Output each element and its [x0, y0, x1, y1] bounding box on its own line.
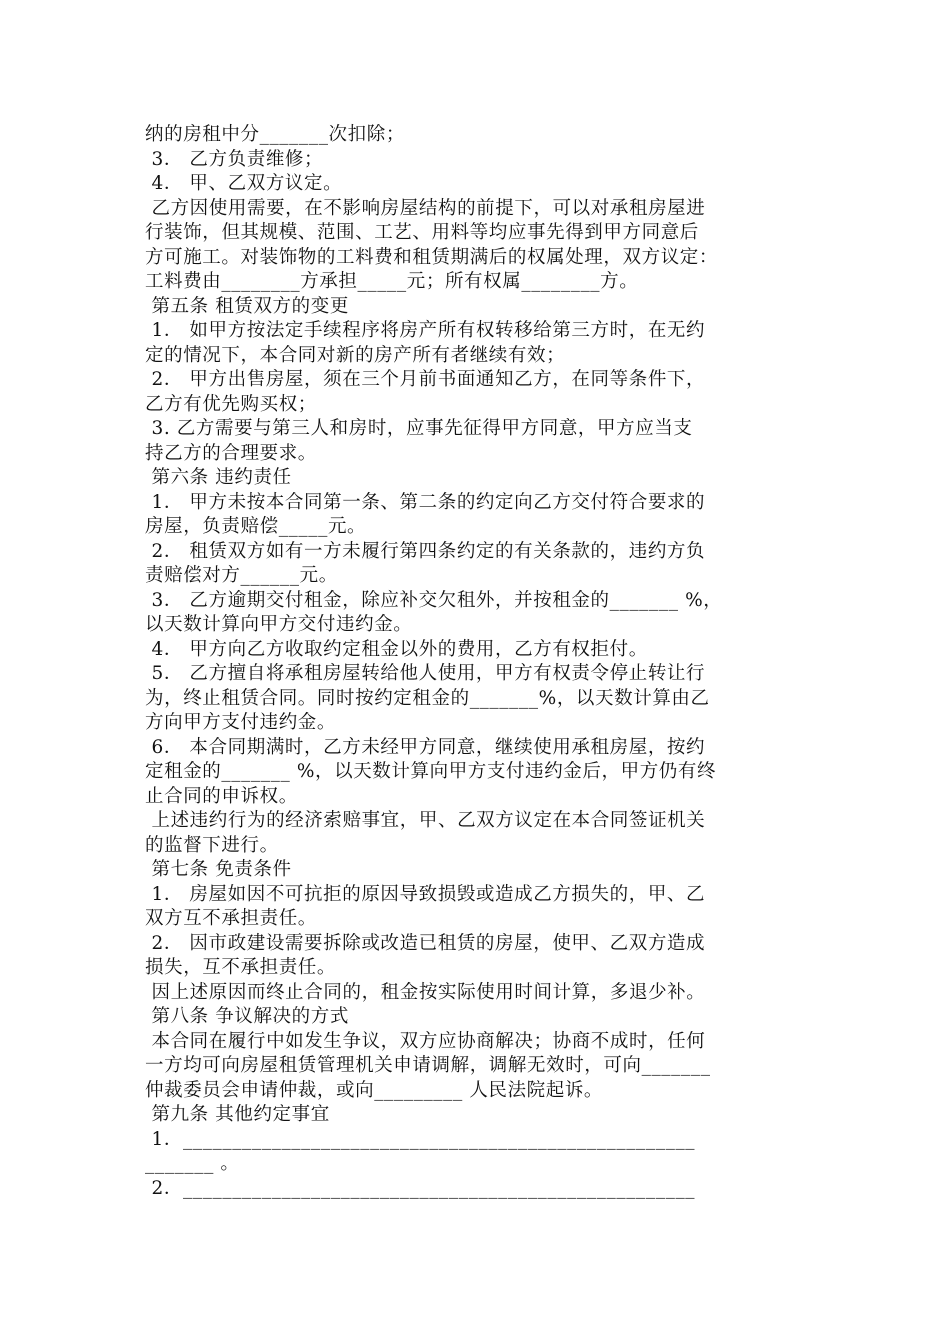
document-line: 4． 甲、乙双方议定。: [145, 173, 343, 194]
document-line: 1． 甲方未按本合同第一条、第二条的约定向乙方交付符合要求的: [145, 491, 706, 513]
document-body: [145, 123, 817, 1201]
document-line: 双方互不承担责任。: [145, 908, 317, 929]
document-line: 3． 乙方负责维修；: [145, 148, 324, 170]
document-line: 本合同在履行中如发生争议，双方应协商解决；协商不成时，任何: [145, 1030, 706, 1052]
document-line: 止合同的申诉权。: [145, 785, 298, 807]
document-line: 乙方有优先购买权；: [145, 393, 317, 415]
document-line: 1．____________________________________________________: [145, 1128, 696, 1150]
document-line: 的监督下进行。: [145, 834, 279, 856]
document-line: 上述违约行为的经济索赔事宜，甲、乙双方议定在本合同签证机关: [145, 810, 706, 831]
document-line: 一方均可向房屋租赁管理机关申请调解，调解无效时，可向_______: [145, 1055, 711, 1076]
document-line: 5． 乙方擅自将承租房屋转给他人使用，甲方有权责令停止转让行: [145, 663, 706, 684]
document-line: 第八条 争议解决的方式: [145, 1006, 349, 1027]
document-line: 仲裁委员会申请仲裁，或向_________ 人民法院起诉。: [145, 1079, 604, 1101]
document-line: _______ 。: [145, 1153, 240, 1174]
document-line: 3． 乙方逾期交付租金，除应补交欠租外，并按租金的_______ %，: [145, 589, 723, 611]
document-line: 以天数计算向甲方交付违约金。: [145, 614, 413, 635]
document-line: 房屋，负责赔偿_____元。: [145, 516, 367, 537]
document-line: 方向甲方支付违约金。: [145, 712, 337, 733]
document-line: 1． 如甲方按法定手续程序将房产所有权转移给第三方时，在无约: [145, 320, 706, 341]
document-line: 定租金的_______ %，以天数计算向甲方支付违约金后，甲方仍有终: [145, 761, 717, 782]
document-line: 持乙方的合理要求。: [145, 442, 317, 464]
document-line: 损失，互不承担责任。: [145, 957, 337, 978]
document-line: 第七条 免责条件: [145, 859, 292, 880]
document-line: 6． 本合同期满时，乙方未经甲方同意，继续使用承租房屋，按约: [145, 736, 706, 758]
document-line: 4． 甲方向乙方收取约定租金以外的费用，乙方有权拒付。: [145, 638, 648, 660]
document-line: 第五条 租赁双方的变更: [145, 295, 349, 317]
document-line: 责赔偿对方______元。: [145, 565, 338, 586]
document-line: 2． 租赁双方如有一方未履行第四条约定的有关条款的，违约方负: [145, 540, 706, 562]
document-line: 为，终止租赁合同。同时按约定租金的_______%，以天数计算由乙: [145, 687, 710, 709]
document-line: 2．____________________________________________________: [145, 1177, 696, 1199]
document-line: 方可施工。对装饰物的工料费和租赁期满后的权属处理，双方议定：: [145, 246, 719, 268]
document-line: 1． 房屋如因不可抗拒的原因导致损毁或造成乙方损失的，甲、乙: [145, 883, 706, 905]
document-line: 2． 因市政建设需要拆除或改造已租赁的房屋，使甲、乙双方造成: [145, 932, 706, 954]
document-line: 行装饰，但其规模、范围、工艺、用料等均应事先得到甲方同意后: [145, 222, 699, 243]
document-line: 纳的房租中分_______次扣除；: [145, 124, 405, 145]
document-line: 第九条 其他约定事宜: [145, 1104, 330, 1125]
document-line: 第六条 违约责任: [145, 467, 292, 488]
document-line: 2． 甲方出售房屋，须在三个月前书面通知乙方，在同等条件下，: [145, 369, 706, 390]
document-line: 乙方因使用需要，在不影响房屋结构的前提下，可以对承租房屋进: [145, 197, 706, 219]
document-line: 因上述原因而终止合同的，租金按实际使用时间计算，多退少补。: [145, 981, 706, 1003]
document-line: 定的情况下，本合同对新的房产所有者继续有效；: [145, 344, 566, 366]
document-line: 3. 乙方需要与第三人和房时，应事先征得甲方同意，甲方应当支: [145, 418, 693, 439]
document-line: 工料费由________方承担_____元；所有权属________方。: [145, 271, 639, 292]
